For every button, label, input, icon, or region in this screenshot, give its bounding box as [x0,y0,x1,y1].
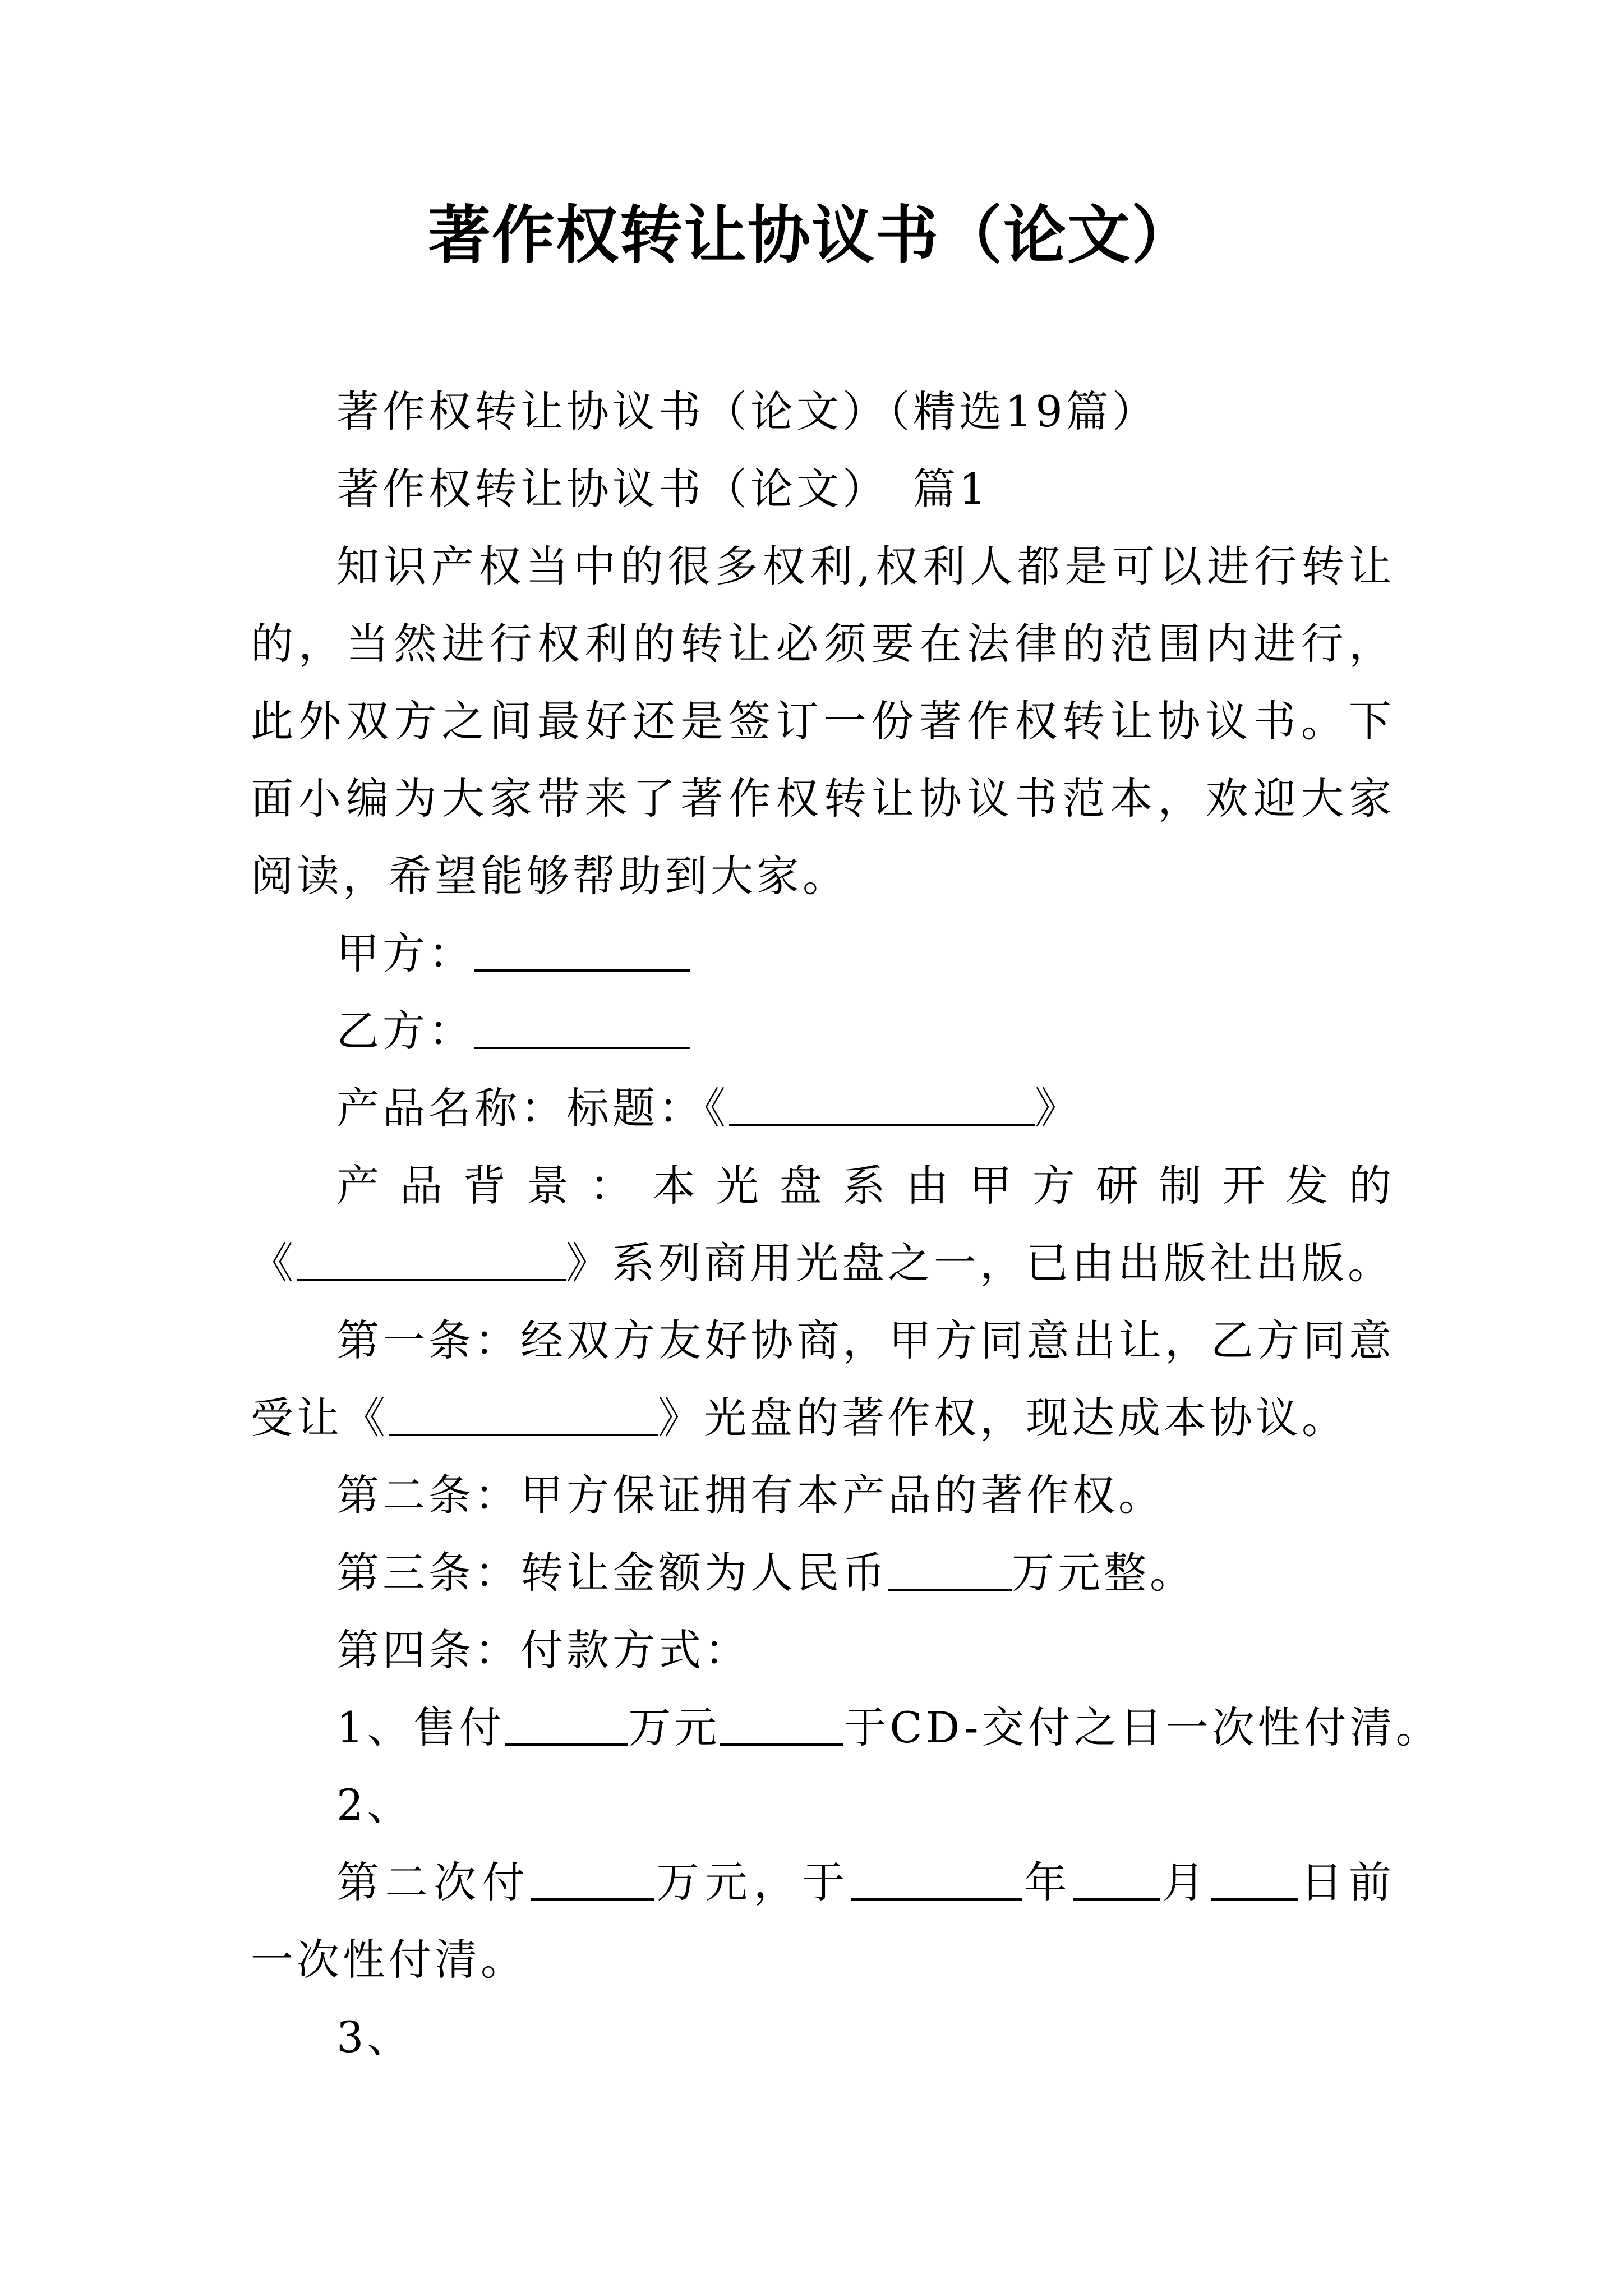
party-b-label: 乙方： [336,1006,474,1056]
item-1-blank-1 [505,1704,628,1746]
second-pay-amount-blank [531,1859,654,1901]
second-pay-c: 年 [1021,1857,1073,1907]
article-3 [251,1534,1395,1612]
product-name-blank [729,1085,1035,1126]
article-2: 第二条：甲方保证拥有本产品的著作权。 [336,1470,1164,1520]
article-4: 第四条：付款方式： [336,1625,750,1675]
article-3-blank [888,1549,1012,1591]
article-1-blank [389,1395,658,1436]
second-pay-month-blank [1073,1859,1160,1901]
item-1-b: 万元 [628,1703,721,1752]
background-line-1: 产品背景：本光盘系由甲方研制开发的 [336,1161,1395,1211]
second-pay-b: 万元，于 [654,1857,851,1907]
product-name-prefix: 产品名称：标题：《 [336,1083,729,1133]
party-b-line [251,992,1395,1070]
party-a-label: 甲方： [336,928,474,978]
payment-item-1 [251,1689,1442,1766]
second-pay-year-blank [851,1859,1022,1901]
background-blank [297,1240,566,1281]
subtitle: 著作权转让协议书（论文）（精选19篇） [336,386,1158,436]
item-1-a: 1、售付 [336,1703,505,1752]
article-1-prefix: 第一条：经双方友好协商，甲方同意出让，乙方同意受让《 [251,1315,1395,1443]
party-a-line [251,915,1395,992]
party-b-blank [474,1007,690,1049]
background-line-2 [251,1225,1395,1302]
payment-item-3: 3、 [336,2012,413,2062]
second-pay-d: 月 [1159,1857,1211,1907]
background-suffix: 》系列商用光盘之一，已由出版社出版。 [566,1238,1394,1288]
document-body [251,373,1442,2076]
item-1-c: 于CD-交付之日一次性付清。 [843,1703,1442,1752]
intro-paragraph: 知识产权当中的很多权利,权利人都是可以进行转让的，当然进行权利的转让必须要在法律的范围内进行，此外双方之间最好还是签订一份著作权转让协议书。下面小编为大家带来了著作权转让协议书范本，欢迎大家阅读，希望能够帮助到大家。 [251,541,1395,901]
party-a-blank [474,930,690,972]
payment-item-2: 2、 [336,1780,413,1830]
article-1 [251,1302,1395,1457]
background-prefix: 《 [251,1238,297,1288]
article-3-suffix: 万元整。 [1012,1548,1196,1598]
product-name-line [251,1070,1395,1147]
second-payment [251,1844,1395,1999]
second-pay-e: 日前一次性付清。 [251,1857,1395,1985]
item-1-blank-2 [720,1704,843,1746]
article-1-suffix: 》光盘的著作权，现达成本协议。 [658,1393,1348,1443]
article-3-prefix: 第三条：转让金额为人民币 [336,1548,888,1598]
document-title: 著作权转让协议书（论文） [428,199,1195,272]
second-pay-day-blank [1211,1859,1298,1901]
section-heading: 著作权转让协议书（论文） 篇1 [336,464,990,514]
second-pay-a: 第二次付 [336,1857,531,1907]
product-name-suffix: 》 [1035,1083,1081,1133]
